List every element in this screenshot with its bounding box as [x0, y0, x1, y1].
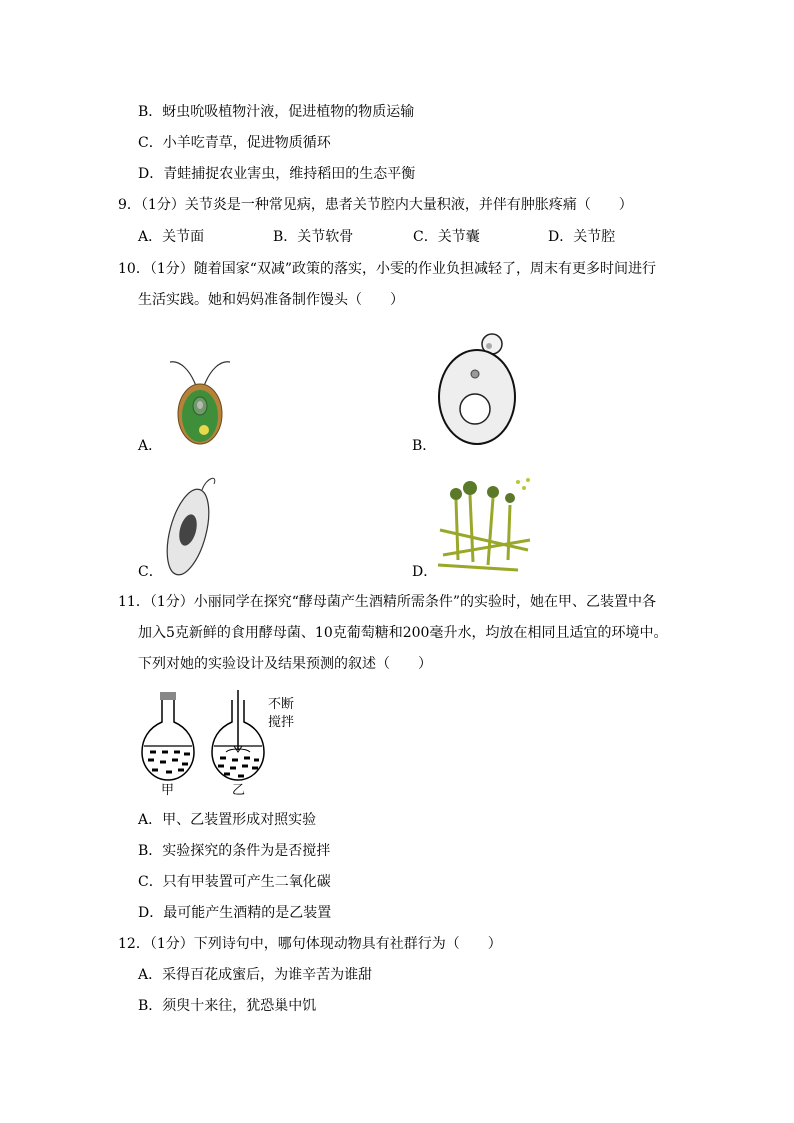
bacterium-image — [160, 470, 220, 580]
q11-option-a: A．甲、乙装置形成对照实验 — [138, 812, 317, 828]
q10-stem-line2: 生活实践。她和妈妈准备制作馒头（ ） — [138, 292, 404, 308]
q8-option-d: D．青蛙捕捉农业害虫，维持稻田的生态平衡 — [138, 166, 416, 182]
q10-label-d: D． — [412, 564, 438, 580]
q11-option-b: B．实验探究的条件为是否搅拌 — [138, 843, 331, 859]
q10-label-c: C． — [138, 564, 163, 580]
flask-yi-label: 乙 — [232, 783, 246, 798]
q8-option-b: B．蚜虫吮吸植物汁液，促进植物的物质运输 — [138, 104, 415, 120]
q11-stem-line3: 下列对她的实验设计及结果预测的叙述（ ） — [138, 656, 432, 672]
q11-stem-line2: 加入5克新鲜的食用酵母菌、10克葡萄糖和200毫升水，均放在相同且适宜的环境中。 — [138, 625, 668, 641]
q8-option-c: C．小羊吃青草，促进物质循环 — [138, 135, 331, 151]
yeast-image — [435, 322, 525, 447]
q12-stem: 12．（1分）下列诗句中，哪句体现动物具有社群行为（ ） — [118, 936, 502, 952]
q10-stem-line1: 10．（1分）随着国家“双减”政策的落实，小雯的作业负担减轻了，周末有更多时间进行 — [118, 261, 657, 277]
q12-option-b: B．须臾十来往，犹恐巢中饥 — [138, 998, 317, 1014]
q11-option-c: C．只有甲装置可产生二氧化碳 — [138, 874, 331, 890]
q12-option-a: A．采得百花成蜜后，为谁辛苦为谁甜 — [138, 967, 373, 983]
q11-stem-line1: 11．（1分）小丽同学在探究“酵母菌产生酒精所需条件”的实验时，她在甲、乙装置中各 — [118, 594, 657, 610]
stir-label-line2: 搅拌 — [268, 715, 295, 730]
q9-option-a: A．关节面 — [138, 229, 205, 245]
q10-label-b: B． — [412, 438, 437, 454]
flask-jia-label: 甲 — [161, 783, 175, 798]
q10-label-a: A． — [138, 438, 163, 454]
q9-stem: 9．（1分）关节炎是一种常见病，患者关节腔内大量积液，并伴有肿胀疼痛（ ） — [118, 197, 633, 213]
q9-option-d: D．关节腔 — [548, 229, 616, 245]
q11-option-d: D．最可能产生酒精的是乙装置 — [138, 905, 332, 921]
stir-label-line1: 不断 — [268, 697, 295, 712]
chlamydomonas-image — [160, 350, 240, 450]
mold-image — [438, 470, 533, 575]
q9-option-b: B．关节软骨 — [273, 229, 354, 245]
q9-option-c: C．关节囊 — [413, 229, 480, 245]
